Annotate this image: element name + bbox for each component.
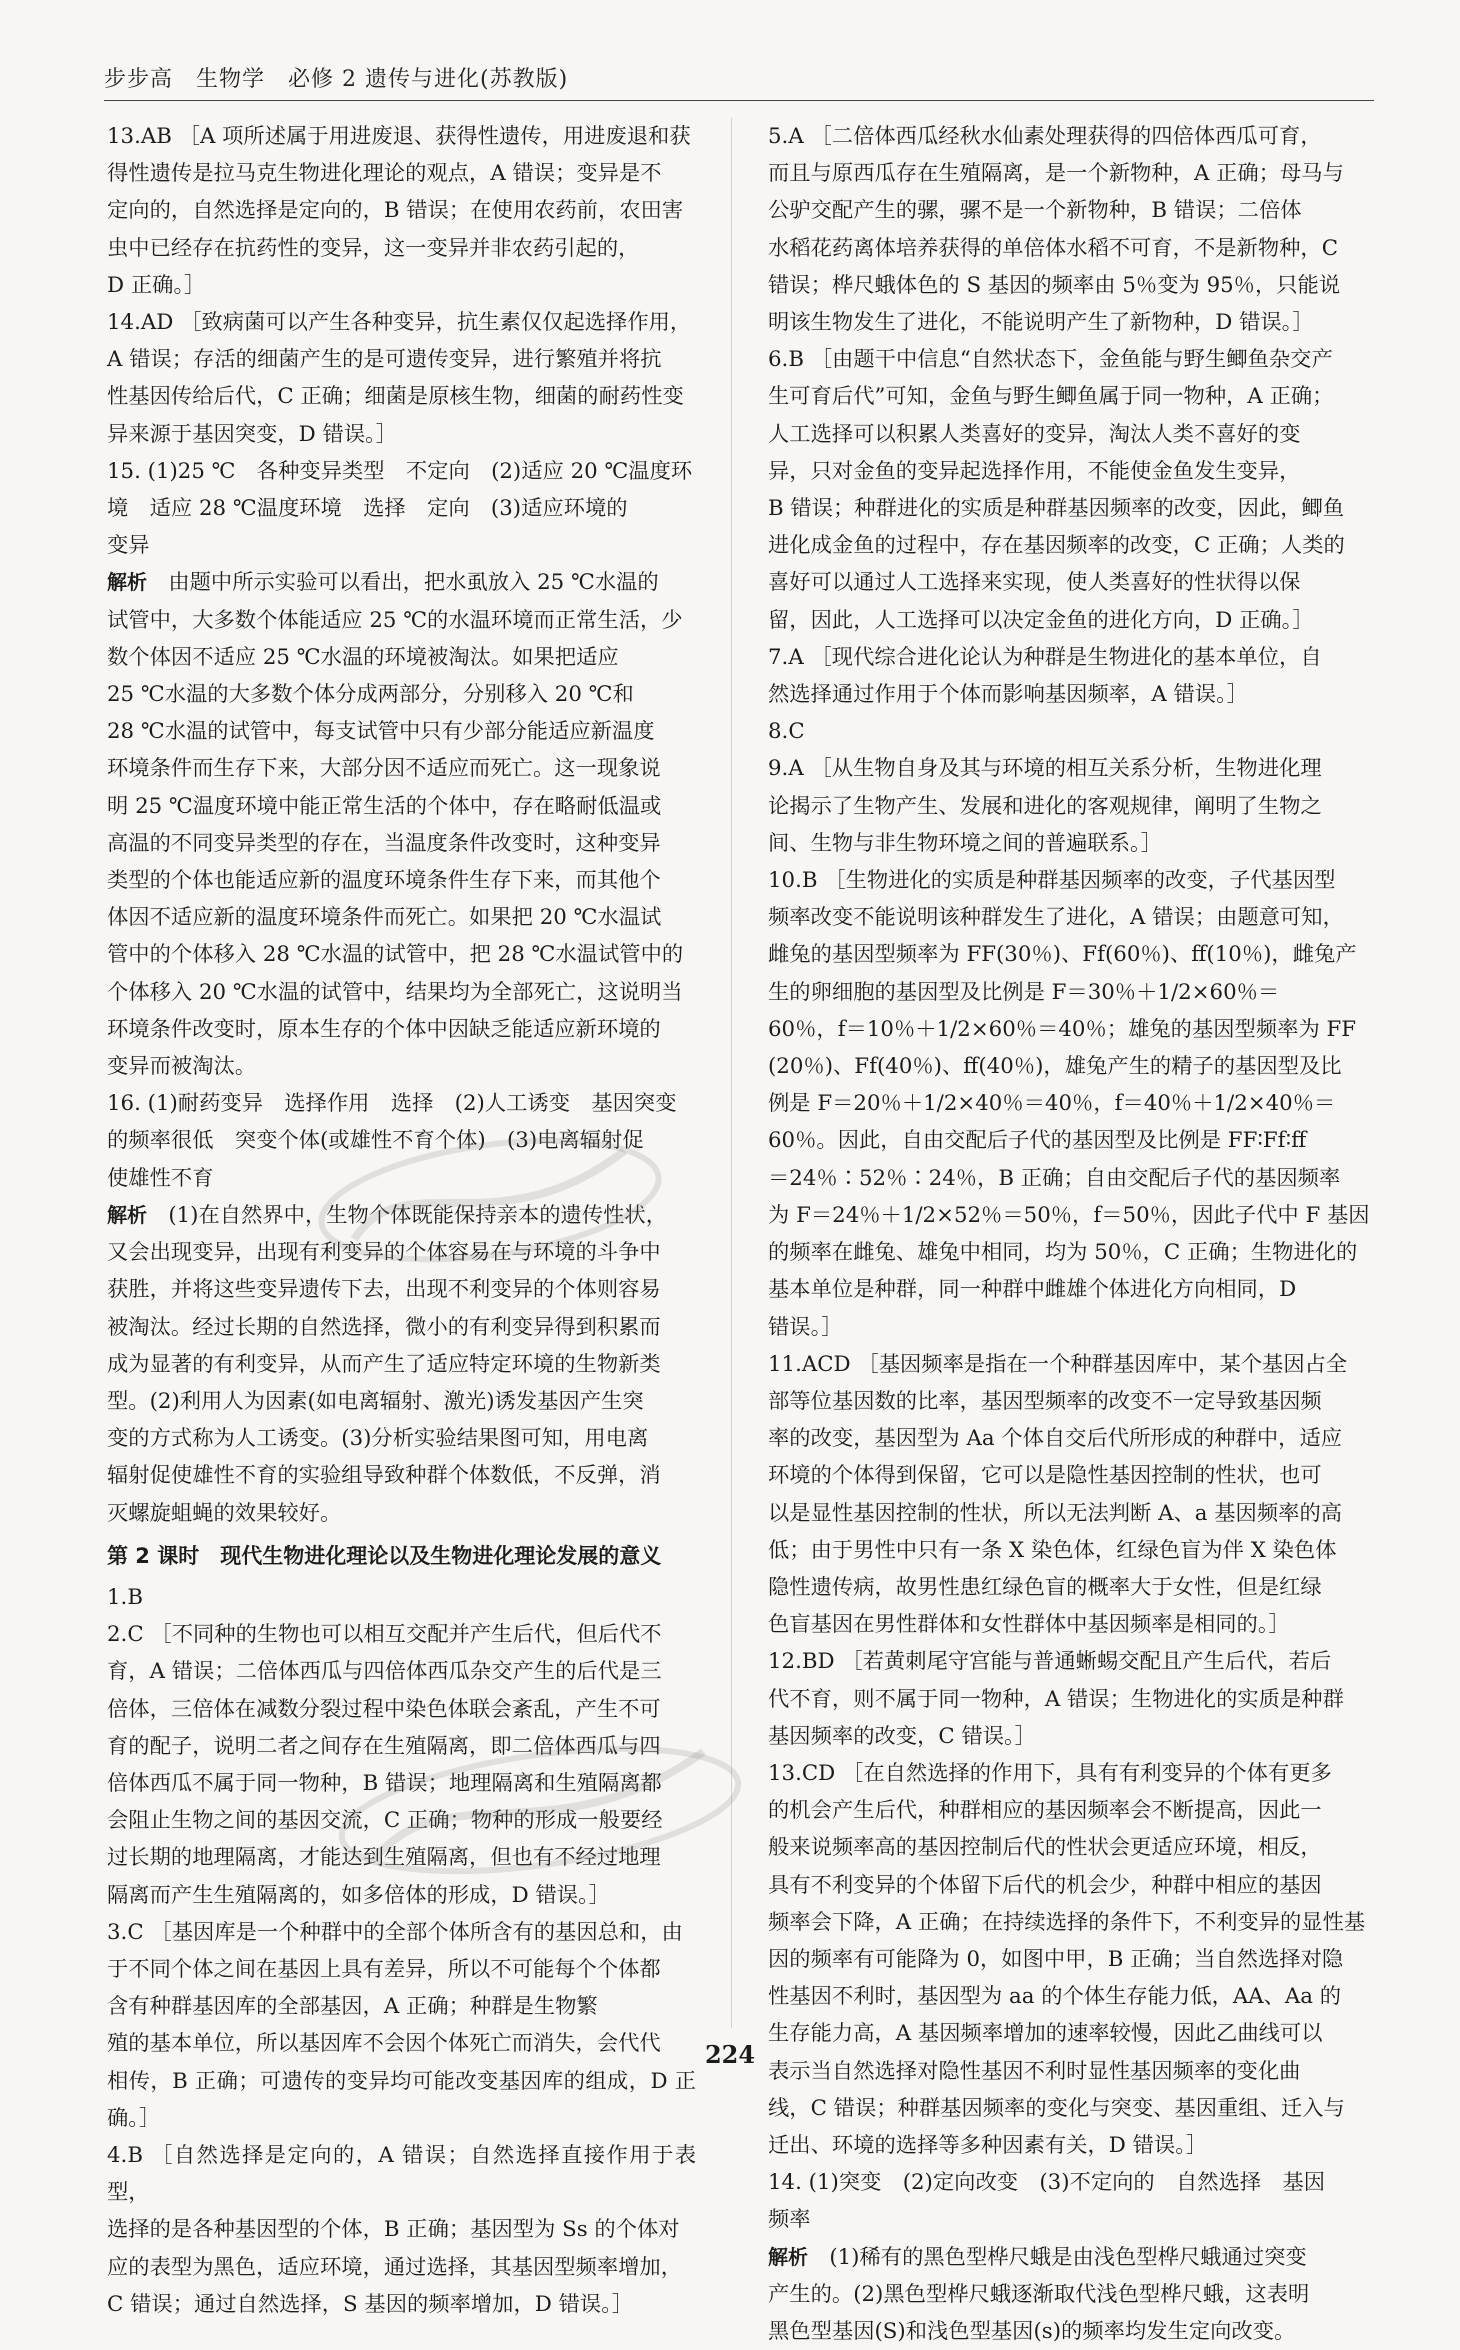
answer-item <box>107 453 696 565</box>
answer-number: 4.B <box>107 2142 152 2168</box>
text-line: (1)25 ℃ 各种变异类型 不定向 (2)适应 20 ℃温度环 <box>147 458 693 484</box>
text-line: 异，只对金鱼的变异起选择作用，不能使金鱼发生变异， <box>768 458 1301 484</box>
text-line: 性基因传给后代，C 正确；细菌是原核生物，细菌的耐药性变 <box>107 384 684 410</box>
answer-number: 14.AD <box>107 310 181 336</box>
text-line: 率的改变，基因型为 Aa 个体自交后代所形成的种群中，适应 <box>768 1426 1343 1452</box>
text-line: 异来源于基因突变，D 错误。］ <box>107 421 398 447</box>
text-line: 管中的个体移入 28 ℃水温的试管中，把 28 ℃水温试管中的 <box>107 942 684 968</box>
answer-number: 11.ACD <box>768 1351 858 1377</box>
text-line: 间、生物与非生物环境之间的普遍联系。］ <box>768 830 1162 856</box>
text-line: 部等位基因数的比率，基因型频率的改变不一定导致基因频 <box>768 1388 1322 1414</box>
left-column <box>107 118 696 2323</box>
text-line: 表示当自然选择对隐性基因不利时显性基因频率的变化曲 <box>768 2058 1301 2084</box>
text-line: 育，A 错误；二倍体西瓜与四倍体西瓜杂交产生的后代是三 <box>107 1659 662 1685</box>
text-line: 性基因不利时，基因型为 aa 的个体生存能力低，AA、Aa 的 <box>768 1984 1342 2010</box>
text-line: (20％)、Ff(40％)、ff(40％)，雄兔产生的精子的基因型及比 <box>768 1054 1342 1080</box>
answer-item <box>107 1616 696 1914</box>
text-line: ［现代综合进化论认为种群是生物进化的基本单位，自 <box>810 644 1322 670</box>
text-line: 人工选择可以积累人类喜好的变异，淘汰人类不喜好的变 <box>768 421 1301 447</box>
text-line: ［若黄刺尾守宫能与普通蜥蜴交配且产生后代，若后 <box>841 1649 1332 1675</box>
text-line: ［基因频率是指在一个种群基因库中，某个基因占全 <box>857 1351 1348 1377</box>
analysis-block <box>768 2239 1374 2350</box>
column-divider <box>731 118 732 2028</box>
text-line: 变的方式称为人工诱变。(3)分析实验结果图可知，用电离 <box>107 1426 649 1452</box>
analysis-block <box>107 564 696 1085</box>
text-line: 得性遗传是拉马克生物进化理论的观点，A 错误；变异是不 <box>107 161 662 187</box>
text-line: 辐射促使雄性不育的实验组导致种群个体数低，不反弹，消 <box>107 1463 661 1489</box>
text-line: ［生物进化的实质是种群基因频率的改变，子代基因型 <box>824 868 1336 894</box>
text-line: 线，C 错误；种群基因频率的变化与突变、基因重组、迁入与 <box>768 2095 1345 2121</box>
text-line: 进化成金鱼的过程中，存在基因频率的改变，C 正确；人类的 <box>768 533 1345 559</box>
text-line: 25 ℃水温的大多数个体分成两部分，分别移入 20 ℃和 <box>107 682 634 708</box>
text-line: 错误；桦尺蛾体色的 S 基因的频率由 5％变为 95％，只能说 <box>768 272 1341 298</box>
text-line: 虫中已经存在抗药性的变异，这一变异并非农药引起的， <box>107 235 640 261</box>
text-line: 以是显性基因控制的性状，所以无法判断 A、a 基因频率的高 <box>768 1500 1343 1526</box>
text-line: 喜好可以通过人工选择来实现，使人类喜好的性状得以保 <box>768 570 1301 596</box>
text-line: ［自然选择是定向的，A 错误；自然选择直接作用于表型， <box>107 2142 696 2206</box>
text-line: 生存能力高，A 基因频率增加的速率较慢，因此乙曲线可以 <box>768 2021 1323 2047</box>
answer-item <box>768 713 1374 750</box>
text-line: 频率会下降，A 正确；在持续选择的条件下，不利变异的显性基 <box>768 1909 1366 1935</box>
answer-item <box>107 1085 696 1197</box>
answer-item <box>768 1643 1374 1755</box>
text-line: 环境的个体得到保留，它可以是隐性基因控制的性状，也可 <box>768 1463 1322 1489</box>
text-line: 而且与原西瓜存在生殖隔离，是一个新物种，A 正确；母马与 <box>768 161 1344 187</box>
text-line: 28 ℃水温的试管中，每支试管中只有少部分能适应新温度 <box>107 719 655 745</box>
answer-number: 15. <box>107 458 148 484</box>
answer-item <box>768 341 1374 639</box>
answer-item <box>107 118 696 304</box>
analysis-label: 解析 <box>107 1202 147 1227</box>
text-line: 因的频率有可能降为 0，如图中甲，B 正确；当自然选择对隐 <box>768 1946 1344 1972</box>
text-line: 个体移入 20 ℃水温的试管中，结果均为全部死亡，这说明当 <box>107 979 683 1005</box>
text-line: 留，因此，人工选择可以决定金鱼的进化方向，D 正确。］ <box>768 607 1314 633</box>
text-line: 于不同个体之间在基因上具有差异，所以不可能每个个体都 <box>107 1956 661 1982</box>
text-line: ［致病菌可以产生各种变异，抗生素仅仅起选择作用， <box>180 310 692 336</box>
text-line: 灭螺旋蛆蝇的效果较好。 <box>107 1500 342 1526</box>
text-line: 体因不适应新的温度环境条件而死亡。如果把 20 ℃水温试 <box>107 905 662 931</box>
text-line: 使雄性不育 <box>107 1165 214 1191</box>
answer-item <box>768 750 1374 862</box>
analysis-label: 解析 <box>107 570 147 595</box>
answer-number: 1.B <box>107 1584 143 1610</box>
text-line: 被淘汰。经过长期的自然选择，微小的有利变异得到积累而 <box>107 1314 661 1340</box>
text-line: 生的卵细胞的基因型及比例是 F＝30％＋1/2×60％＝ <box>768 979 1280 1005</box>
analysis-block <box>107 1197 696 1532</box>
text-line: 变异 <box>107 533 150 559</box>
text-line: 隐性遗传病，故男性患红绿色盲的概率大于女性，但是红绿 <box>768 1574 1322 1600</box>
answer-item <box>768 2164 1374 2238</box>
text-line: 水稻花药离体培养获得的单倍体水稻不可育，不是新物种，C <box>768 235 1339 261</box>
text-line: 然选择通过作用于个体而影响基因频率，A 错误。］ <box>768 682 1249 708</box>
text-line: 成为显著的有利变异，从而产生了适应特定环境的生物新类 <box>107 1351 661 1377</box>
text-line: 应的表型为黑色，适应环境，通过选择，其基因型频率增加， <box>107 2254 683 2280</box>
text-line: 环境条件改变时，原本生存的个体中因缺乏能适应新环境的 <box>107 1016 661 1042</box>
answer-item <box>107 1914 696 2137</box>
text-line: 生可育后代”可知，金鱼与野生鲫鱼属于同一物种，A 正确； <box>768 384 1334 410</box>
answer-item <box>107 304 696 453</box>
text-line: 基因频率的改变，C 错误。］ <box>768 1723 1036 1749</box>
answer-number: 14. <box>768 2170 809 2196</box>
text-line: 倍体西瓜不属于同一物种，B 错误；地理隔离和生殖隔离都 <box>107 1770 662 1796</box>
text-line: 数个体因不适应 25 ℃水温的环境被淘汰。如果把适应 <box>107 644 619 670</box>
answer-number: 10.B <box>768 868 825 894</box>
text-line: 低；由于男性中只有一条 X 染色体，红绿色盲为伴 X 染色体 <box>768 1537 1337 1563</box>
header-rule <box>104 100 1374 101</box>
text-line: 会阻止生物之间的基因交流，C 正确；物种的形成一般要经 <box>107 1808 663 1834</box>
answer-number: 2.C <box>107 1622 151 1648</box>
text-line: 错误。］ <box>768 1314 843 1340</box>
answer-number: 12.BD <box>768 1649 842 1675</box>
text-line: 色盲基因在男性群体和女性群体中基因频率是相同的。］ <box>768 1612 1290 1638</box>
text-line: 明 25 ℃温度环境中能正常生活的个体中，存在略耐低温或 <box>107 793 662 819</box>
answer-item <box>107 1579 696 1616</box>
text-line: (1)突变 (2)定向改变 (3)不定向的 自然选择 基因 <box>808 2170 1326 2196</box>
text-line: 具有不利变异的个体留下后代的机会少，种群中相应的基因 <box>768 1872 1322 1898</box>
text-line: 倍体，三倍体在减数分裂过程中染色体联会紊乱，产生不可 <box>107 1696 661 1722</box>
text-line: ［A 项所述属于用进废退、获得性遗传，用进废退和获 <box>178 124 691 149</box>
text-line: ＝24％∶52％∶24％，B 正确；自由交配后子代的基因频率 <box>768 1165 1341 1191</box>
text-line: 黑色型基因(S)和浅色型基因(s)的频率均发生定向改变。 <box>768 2318 1296 2344</box>
answer-item <box>107 2137 696 2323</box>
text-line: 例是 F＝20％＋1/2×40％＝40％，f＝40％＋1/2×40％＝ <box>768 1091 1336 1117</box>
text-line: 产生的。(2)黑色型桦尺蛾逐渐取代浅色型桦尺蛾，这表明 <box>768 2281 1310 2307</box>
text-line: C 错误；通过自然选择，S 基因的频率增加，D 错误。］ <box>107 2291 634 2317</box>
analysis-label: 解析 <box>768 2244 808 2269</box>
text-line: (1)稀有的黑色型桦尺蛾是由浅色型桦尺蛾通过突变 <box>829 2244 1307 2270</box>
answer-number: 7.A <box>768 644 811 670</box>
text-line: 60％。因此，自由交配后子代的基因型及比例是 FF∶Ff∶ff <box>768 1128 1307 1154</box>
answer-item <box>768 1346 1374 1644</box>
text-line: 公驴交配产生的骡，骡不是一个新物种，B 错误；二倍体 <box>768 198 1302 224</box>
text-line: 的频率在雌兔、雄兔中相同，均为 50％，C 正确；生物进化的 <box>768 1240 1358 1266</box>
answer-number: 6.B <box>768 347 811 373</box>
section-heading: 第 2 课时 现代生物进化理论以及生物进化理论发展的意义 <box>107 1543 662 1568</box>
text-line: 试管中，大多数个体能适应 25 ℃的水温环境而正常生活，少 <box>107 607 683 633</box>
text-line: 类型的个体也能适应新的温度环境条件生存下来，而其他个 <box>107 868 661 894</box>
text-line: 型。(2)利用人为因素(如电离辐射、激光)诱发基因产生突 <box>107 1388 644 1414</box>
text-line: 定向的，自然选择是定向的，B 错误；在使用农药前，农田害 <box>107 198 684 224</box>
text-line: 的频率很低 突变个体(或雄性不育个体) (3)电离辐射促 <box>107 1128 644 1154</box>
answer-item <box>768 118 1374 341</box>
text-line: 含有种群基因库的全部基因，A 正确；种群是生物繁 <box>107 1994 598 2020</box>
text-line: A 错误；存活的细菌产生的是可遗传变异，进行繁殖并将抗 <box>107 347 662 373</box>
answer-number: 3.C <box>107 1919 151 1945</box>
text-line: ［二倍体西瓜经秋水仙素处理获得的四倍体西瓜可育， <box>810 124 1322 149</box>
answer-number: 8.C <box>768 719 805 745</box>
text-line: 境 适应 28 ℃温度环境 选择 定向 (3)适应环境的 <box>107 496 628 522</box>
text-line: 育的配子，说明二者之间存在生殖隔离，即二倍体西瓜与四 <box>107 1733 661 1759</box>
text-line: D 正确。］ <box>107 272 206 298</box>
text-line: 基本单位是种群，同一种群中雌雄个体进化方向相同，D <box>768 1277 1297 1303</box>
text-line: 获胜，并将这些变异遗传下去，出现不利变异的个体则容易 <box>107 1277 661 1303</box>
right-column <box>768 118 1374 2350</box>
text-line: 高温的不同变异类型的存在，当温度条件改变时，这种变异 <box>107 830 661 856</box>
text-line: 变异而被淘汰。 <box>107 1054 257 1080</box>
text-line: 又会出现变异，出现有利变异的个体容易在与环境的斗争中 <box>107 1240 661 1266</box>
text-line: 环境条件而生存下来，大部分因不适应而死亡。这一现象说 <box>107 756 661 782</box>
text-line: 论揭示了生物产生、发展和进化的客观规律，阐明了生物之 <box>768 793 1322 819</box>
text-line: 般来说频率高的基因控制后代的性状会更适应环境，相反， <box>768 1835 1322 1861</box>
text-line: 代不育，则不属于同一物种，A 错误；生物进化的实质是种群 <box>768 1686 1344 1712</box>
text-line: 选择的是各种基因型的个体，B 正确；基因型为 Ss 的个体对 <box>107 2217 680 2243</box>
text-line: 的机会产生后代，种群相应的基因频率会不断提高，因此一 <box>768 1798 1322 1824</box>
text-line: 频率改变不能说明该种群发生了进化，A 错误；由题意可知， <box>768 905 1344 931</box>
text-line: B 错误；种群进化的实质是种群基因频率的改变，因此，鲫鱼 <box>768 496 1345 522</box>
text-line: 殖的基本单位，所以基因库不会因个体死亡而消失，会代代 <box>107 2031 661 2057</box>
text-line: ［在自然选择的作用下，具有有利变异的个体有更多 <box>842 1760 1332 1786</box>
answer-item <box>768 639 1374 713</box>
text-line: 迁出、环境的选择等多种因素有关，D 错误。］ <box>768 2132 1208 2158</box>
text-line: 频率 <box>768 2207 811 2233</box>
text-line: (1)耐药变异 选择作用 选择 (2)人工诱变 基因突变 <box>147 1091 677 1117</box>
text-line: 雌兔的基因型频率为 FF(30％)、Ff(60％)、ff(10％)，雌兔产 <box>768 942 1357 968</box>
answer-number: 16. <box>107 1091 148 1117</box>
text-line: ［从生物自身及其与环境的相互关系分析，生物进化理 <box>810 756 1322 782</box>
text-line: 60％，f＝10％＋1/2×60％＝40％；雄兔的基因型频率为 FF <box>768 1016 1357 1042</box>
text-line: 过长期的地理隔离，才能达到生殖隔离，但也有不经过地理 <box>107 1845 661 1871</box>
text-line: ［不同种的生物也可以相互交配并产生后代，但后代不 <box>150 1622 662 1648</box>
text-line: 明该生物发生了进化，不能说明产生了新物种，D 错误。］ <box>768 310 1314 336</box>
text-line: 为 F＝24％＋1/2×52％＝50％，f＝50％，因此子代中 F 基因 <box>768 1202 1370 1228</box>
answer-number: 5.A <box>768 124 811 149</box>
text-line: (1)在自然界中，生物个体既能保持亲本的遗传性状， <box>168 1202 668 1228</box>
text-line: 隔离而产生生殖隔离的，如多倍体的形成，D 错误。］ <box>107 1882 611 1908</box>
text-line: 相传，B 正确；可遗传的变异均可能改变基因库的组成，D 正确。］ <box>107 2068 696 2131</box>
text-line: ［由题干中信息“自然状态下，金鱼能与野生鲫鱼杂交产 <box>810 347 1333 373</box>
answer-item <box>768 1755 1374 2164</box>
answer-number: 13.CD <box>768 1760 843 1786</box>
text-line: ［基因库是一个种群中的全部个体所含有的基因总和，由 <box>150 1919 683 1945</box>
answer-item <box>768 862 1374 1346</box>
page-header: 步步高 生物学 必修 2 遗传与进化(苏教版) <box>104 67 569 92</box>
answer-number: 13.AB <box>107 124 179 149</box>
answer-number: 9.A <box>768 756 811 782</box>
page-number: 224 <box>704 2040 756 2069</box>
text-line: 由题中所示实验可以看出，把水虱放入 25 ℃水温的 <box>168 570 659 596</box>
